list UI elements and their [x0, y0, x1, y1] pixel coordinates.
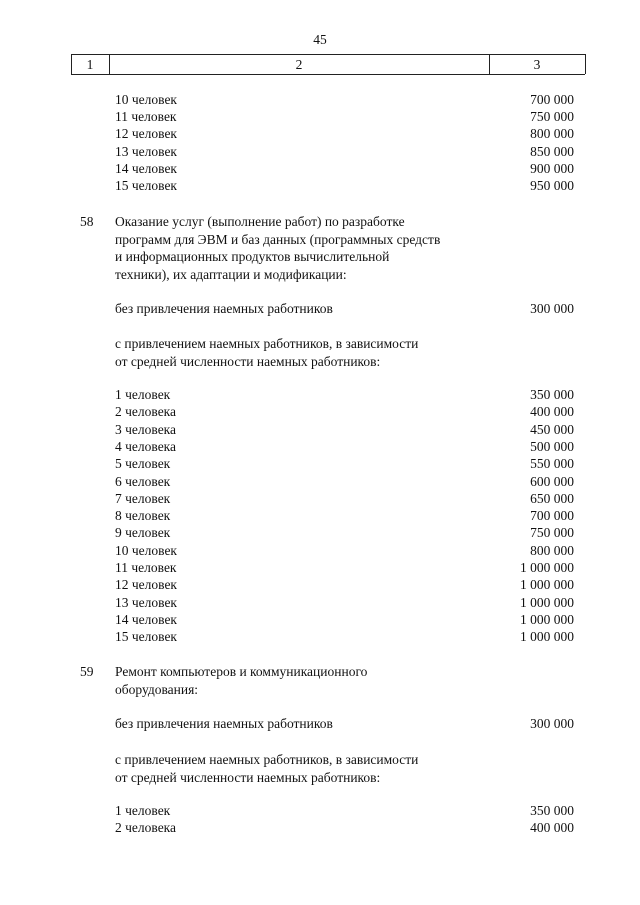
row-value: 550 000 [530, 456, 574, 472]
row-label: 7 человек [115, 490, 171, 506]
row-value: 750 000 [530, 525, 574, 541]
row-label: 13 человек [115, 594, 177, 610]
page-number: 45 [313, 32, 327, 47]
row-label: 15 человек [115, 178, 177, 193]
item-title-line: программ для ЭВМ и баз данных (программных средств [115, 231, 441, 247]
row-label: 2 человека [115, 404, 177, 420]
with-staff-line: с привлечением наемных работников, в зависимости [115, 336, 419, 351]
header-bottom-rule [71, 74, 585, 75]
header-col-1: 1 [86, 57, 94, 72]
without-staff-label: без привлечения наемных работников [115, 301, 333, 316]
row-label: 2 человека [115, 820, 177, 836]
row-value: 450 000 [530, 421, 574, 437]
row-label: 13 человек [115, 143, 177, 159]
row-value: 600 000 [530, 473, 574, 489]
item-title-line: и информационных продуктов вычислительной [115, 249, 390, 264]
row-label: 14 человек [115, 160, 177, 176]
row-value: 1 000 000 [520, 611, 574, 627]
row-value: 500 000 [530, 438, 574, 454]
row-value: 1 000 000 [520, 560, 574, 575]
row-value: 400 000 [530, 820, 574, 836]
row-value: 350 000 [530, 803, 574, 818]
header-col-3: 3 [533, 57, 541, 72]
row-value: 850 000 [530, 143, 574, 159]
item-title-line: техники), их адаптации и модификации: [115, 266, 347, 282]
row-label: 11 человек [115, 560, 177, 575]
row-label: 12 человек [115, 577, 177, 593]
row-label: 11 человек [115, 109, 177, 125]
item-number: 58 [80, 214, 94, 229]
item-title-line: Оказание услуг (выполнение работ) по разработке [115, 214, 405, 229]
row-value: 700 000 [530, 508, 574, 524]
with-staff-line: от средней численности наемных работников: [115, 769, 381, 785]
row-label: 9 человек [115, 525, 171, 541]
row-value: 400 000 [530, 404, 574, 420]
header-col-2: 2 [295, 57, 303, 72]
with-staff-line: от средней численности наемных работников: [115, 353, 381, 369]
row-value: 800 000 [530, 542, 574, 558]
header-divider [585, 54, 586, 74]
without-staff-label: без привлечения наемных работников [115, 716, 333, 731]
row-value: 1 000 000 [520, 594, 574, 610]
row-label: 3 человека [115, 421, 177, 437]
row-value: 350 000 [530, 387, 574, 402]
row-value: 650 000 [530, 490, 574, 506]
row-value: 1 000 000 [520, 629, 574, 645]
row-label: 6 человек [115, 473, 171, 489]
row-value: 800 000 [530, 126, 574, 142]
with-staff-line: с привлечением наемных работников, в зависимости [115, 752, 419, 767]
row-value: 750 000 [530, 109, 574, 125]
row-label: 10 человек [115, 92, 177, 107]
row-value: 950 000 [530, 178, 574, 193]
row-label: 12 человек [115, 126, 177, 142]
row-label: 8 человек [115, 508, 171, 524]
row-label: 1 человек [115, 803, 171, 818]
item-title-line: оборудования: [115, 681, 199, 697]
item-title-line: Ремонт компьютеров и коммуникационного [115, 664, 368, 679]
row-label: 10 человек [115, 542, 177, 558]
row-value: 700 000 [530, 92, 574, 107]
row-label: 5 человек [115, 456, 171, 472]
without-staff-value: 300 000 [530, 301, 574, 316]
row-value: 900 000 [530, 160, 574, 176]
row-label: 14 человек [115, 611, 177, 627]
row-value: 1 000 000 [520, 577, 574, 593]
item-number: 59 [80, 664, 94, 679]
row-label: 4 человека [115, 438, 177, 454]
row-label: 15 человек [115, 629, 177, 645]
header-top-rule [71, 54, 585, 55]
without-staff-value: 300 000 [530, 716, 574, 731]
row-label: 1 человек [115, 387, 171, 402]
